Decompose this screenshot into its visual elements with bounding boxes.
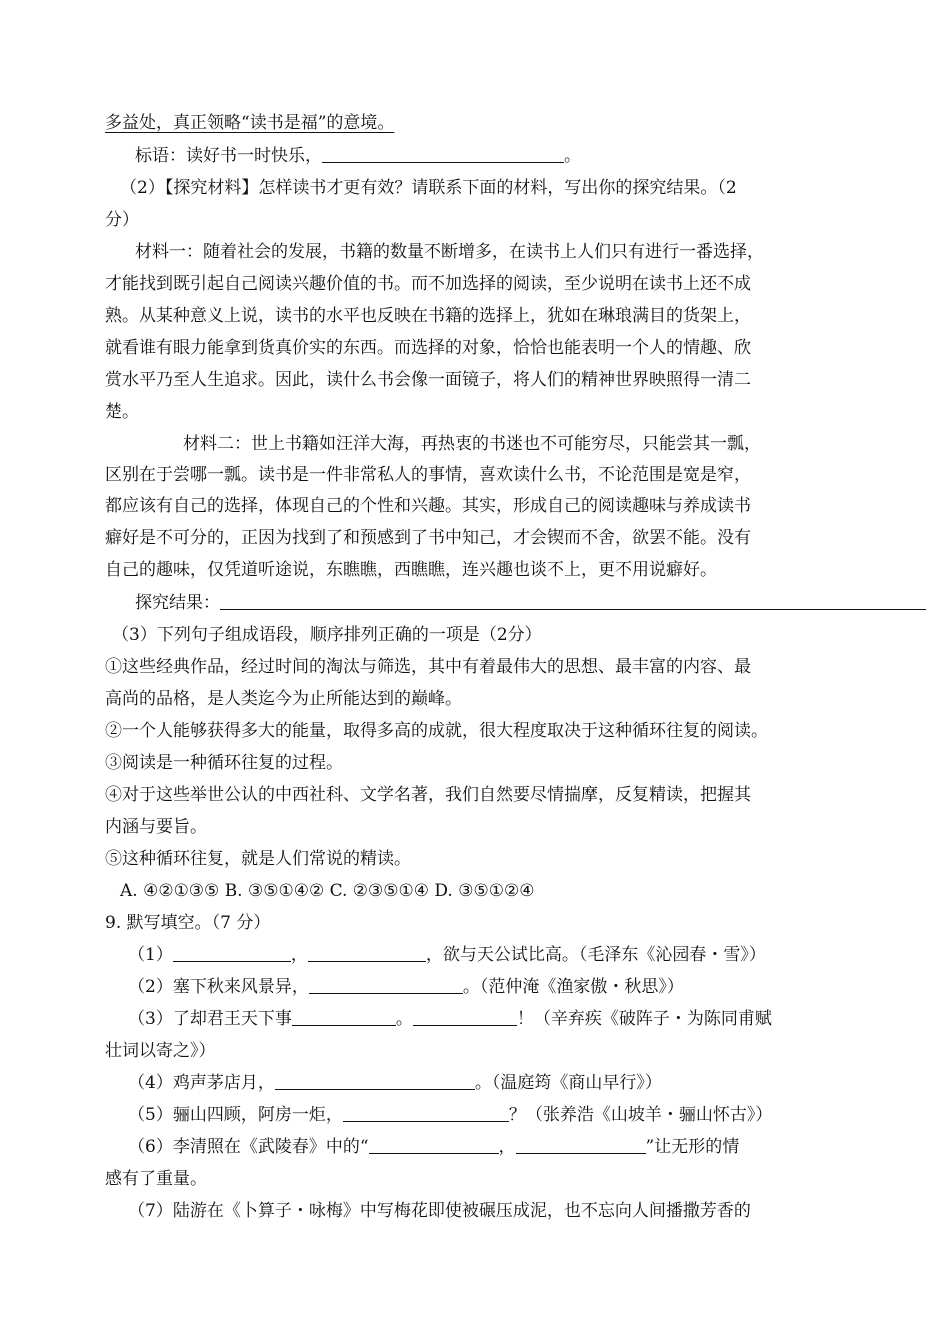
- material-one-line: 才能找到既引起自己阅读兴趣价值的书。而不加选择的阅读，至少说明在读书上还不成: [105, 274, 751, 294]
- sentence-item: ①这些经典作品，经过时间的淘汰与筛选，其中有着最伟大的思想、最丰富的内容、最: [105, 657, 751, 677]
- answer-blank[interactable]: [308, 943, 426, 962]
- item-text: （3）了却君王天下事: [128, 1009, 292, 1029]
- material-one-line: 赏水平乃至人生追求。因此，读什么书会像一面镜子，将人们的精神世界映照得一清二: [105, 370, 751, 390]
- sentence-item: ②一个人能够获得多大的能量，取得多高的成就，很大程度取决于这种循环往复的阅读。: [105, 721, 768, 741]
- punct: 。: [395, 1009, 413, 1029]
- material-one-line: 材料一：随着社会的发展，书籍的数量不断增多，在读书上人们只有进行一番选择，: [135, 242, 764, 262]
- answer-blank[interactable]: [220, 591, 926, 610]
- choice-options: A. ④②①③⑤ B. ③⑤①④② C. ②③⑤①④ D. ③⑤①②④: [120, 881, 535, 901]
- material-two-line: 材料二：世上书籍如汪洋大海，再热衷的书迷也不可能穷尽，只能尝其一瓢，: [183, 434, 761, 454]
- answer-blank[interactable]: [292, 1007, 396, 1026]
- sentence-item: ④对于这些举世公认的中西社科、文学名著，我们自然要尽情揣摩，反复精读，把握其: [105, 785, 751, 805]
- answer-blank[interactable]: [413, 1007, 517, 1026]
- sentence-item: ③阅读是一种循环往复的过程。: [105, 753, 343, 773]
- material-two-line: 区别在于尝哪一瓢。读书是一件非常私人的事情，喜欢读什么书，不论范围是宽是窄，: [105, 465, 751, 485]
- question-heading: （3）下列句子组成语段，顺序排列正确的一项是（2分）: [112, 625, 542, 645]
- item-text: ，欲与天公试比高。（毛泽东《沁园春・雪》）: [425, 945, 766, 965]
- fill-item-6: [128, 1135, 739, 1159]
- fill-item-7: （7）陆游在《卜算子・咏梅》中写梅花即使被碾压成泥，也不忘向人间播撒芳香的: [128, 1201, 751, 1221]
- punct: 。: [564, 146, 581, 166]
- item-text: （4）鸡声茅店月，: [128, 1073, 275, 1093]
- punct: ，: [498, 1137, 516, 1157]
- answer-blank[interactable]: [322, 144, 564, 163]
- question-heading: 9. 默写填空。（7 分）: [105, 913, 271, 933]
- material-one-line: 熟。从某种意义上说，读书的水平也反映在书籍的选择上，犹如在琳琅满目的货架上，: [105, 306, 751, 326]
- item-text: 。（温庭筠《商山早行》）: [474, 1073, 662, 1093]
- material-one-line: 就看谁有眼力能拿到货真价实的东西。而选择的对象，恰恰也能表明一个人的情趣、欣: [105, 338, 751, 358]
- material-two-line: 自己的趣味，仅凭道听途说，东瞧瞧，西瞧瞧，连兴趣也谈不上，更不用说癖好。: [105, 560, 717, 580]
- answer-blank[interactable]: [309, 975, 463, 994]
- item-text: （6）李清照在《武陵春》中的“: [128, 1137, 369, 1157]
- answer-blank[interactable]: [173, 943, 291, 962]
- fill-item-1: [128, 943, 766, 967]
- question-heading: （2）【探究材料】怎样读书才更有效？请联系下面的材料，写出你的探究结果。（2: [120, 178, 737, 198]
- item-text: ？（张养浩《山坡羊・骊山怀古》）: [508, 1105, 773, 1125]
- text-line: 感有了重量。: [105, 1169, 207, 1189]
- item-text: ”让无形的情: [645, 1137, 740, 1157]
- answer-blank[interactable]: [516, 1135, 646, 1154]
- fill-item-3: [128, 1007, 772, 1031]
- text-line: 分）: [105, 210, 139, 230]
- text-line: 壮词以寄之》）: [105, 1041, 216, 1061]
- text-line: 多益处，真正领略“读书是福”的意境。: [105, 113, 395, 133]
- answer-blank[interactable]: [369, 1135, 499, 1154]
- fill-item-2: [128, 975, 684, 999]
- item-text: 。（范仲淹《渔家傲・秋思》）: [462, 977, 684, 997]
- item-text: （2）塞下秋来风景异，: [128, 977, 309, 997]
- material-two-line: 癖好是不可分的，正因为找到了和预感到了书中知己，才会锲而不舍，欲罢不能。没有: [105, 528, 751, 548]
- answer-blank[interactable]: [275, 1071, 475, 1090]
- item-number: （1）: [128, 945, 173, 965]
- result-label: 探究结果：: [135, 593, 220, 613]
- fill-item-5: [128, 1103, 772, 1127]
- slogan-label: 标语：读好书一时快乐，: [135, 146, 322, 166]
- material-one-line: 楚。: [105, 402, 139, 422]
- fill-item-4: [128, 1071, 662, 1095]
- punct: ，: [290, 945, 308, 965]
- sentence-item: ⑤这种循环往复，就是人们常说的精读。: [105, 849, 411, 869]
- result-line: [135, 591, 926, 615]
- sentence-item: 内涵与要旨。: [105, 817, 207, 837]
- item-text: ！（辛弃疾《破阵子・为陈同甫赋: [516, 1009, 772, 1029]
- sentence-item: 高尚的品格，是人类迄今为止所能达到的巅峰。: [105, 689, 462, 709]
- material-two-line: 都应该有自己的选择，体现自己的个性和兴趣。其实，形成自己的阅读趣味与养成读书: [105, 496, 751, 516]
- item-text: （5）骊山四顾，阿房一炬，: [128, 1105, 343, 1125]
- slogan-line: [135, 144, 581, 168]
- answer-blank[interactable]: [343, 1103, 509, 1122]
